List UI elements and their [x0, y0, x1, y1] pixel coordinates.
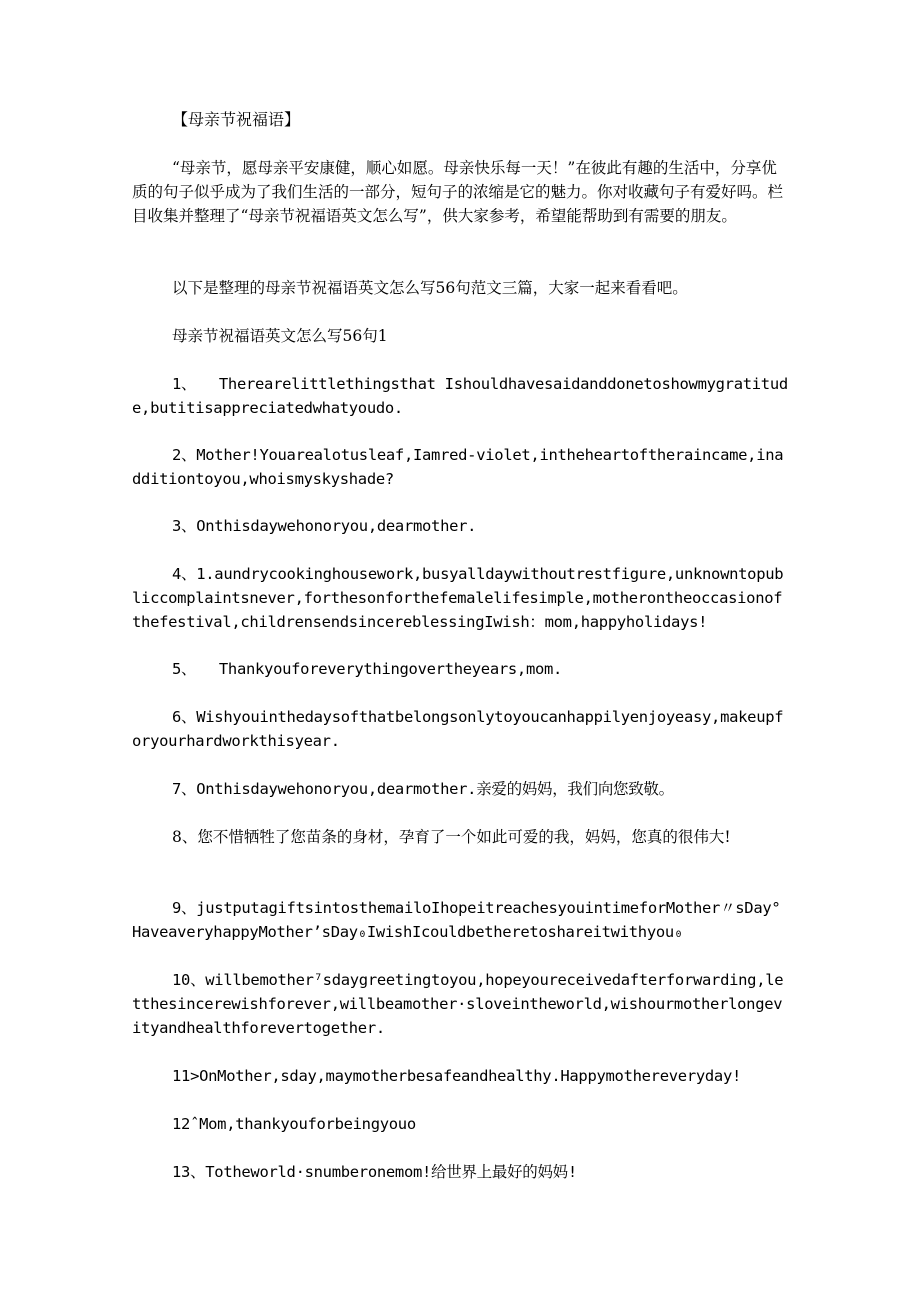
list-item: 6、Wishyouinthedaysofthatbelongsonlytoyoucanhappilyenjoyeasy,makeupforyourhardworkthisyear. — [132, 708, 784, 750]
list-item: 2、Mother!Youarealotusleaf,Iamred-violet,intheheartoftheraincame,inadditiontoyou,whoismyskyshade? — [132, 446, 784, 488]
list-item: 1、 Therearelittlethingsthat Ishouldhavesaidanddonetoshowmygratitude,butitisappreciatedwhatyoudo. — [132, 375, 788, 417]
list-item: 12ˆMom,thankyouforbeingyouo — [172, 1115, 416, 1133]
list-item: 3、Onthisdaywehonoryou,dearmother. — [172, 517, 477, 535]
intro-paragraph: “母亲节，愿母亲平安康健，顺心如愿。母亲快乐每一天！”在彼此有趣的生活中，分享优质的句子似乎成为了我们生活的一部分，短句子的浓缩是它的魅力。你对收藏句子有爱好吗。栏目收集并整理了“母亲节祝福语英文怎么写”，供大家参考，希望能帮助到有需要的朋友。 — [132, 159, 784, 225]
section-title: 母亲节祝福语英文怎么写56句1 — [172, 327, 388, 345]
list-item: 9、justputagiftsintosthemailoIhopeitreachesyouintimeforMother〃sDay° HaveaveryhappyMother’sDay₀IwishIcouldbetheretoshareitwithyou₀ — [132, 899, 781, 941]
list-item: 7、Onthisdaywehonoryou,dearmother.亲爱的妈妈，我们向您致敬。 — [172, 780, 674, 798]
list-item: 5、 Thankyouforeverythingovertheyears,mom. — [172, 660, 563, 678]
list-item: 13、Totheworld·snumberonemom!给世界上最好的妈妈! — [172, 1163, 577, 1181]
lead-paragraph: 以下是整理的母亲节祝福语英文怎么写56句范文三篇，大家一起来看看吧。 — [172, 279, 688, 297]
list-item: 4、1.aundrycookinghousework,busyalldaywithoutrestfigure,unknowntopubliccomplaintsnever,forthesonforthefemalelifesimple,motherontheoccasionofthefestival,childrensendsincereblessingIwish：mom,happyholidays! — [132, 565, 784, 631]
list-item: 8、您不惜牺牲了您苗条的身材，孕育了一个如此可爱的我，妈妈，您真的很伟大! — [172, 828, 731, 846]
document-title: 【母亲节祝福语】 — [172, 110, 301, 129]
list-item: 11>OnMother,sday,maymotherbesafeandhealthy.Happymothereveryday! — [172, 1067, 742, 1085]
list-item: 10、willbemother⁷sdaygreetingtoyou,hopeyoureceivedafterforwarding,letthesincerewishforever,willbeamother·sloveintheworld,wishourmotherlongevityandhealthforevertogether. — [132, 971, 784, 1037]
